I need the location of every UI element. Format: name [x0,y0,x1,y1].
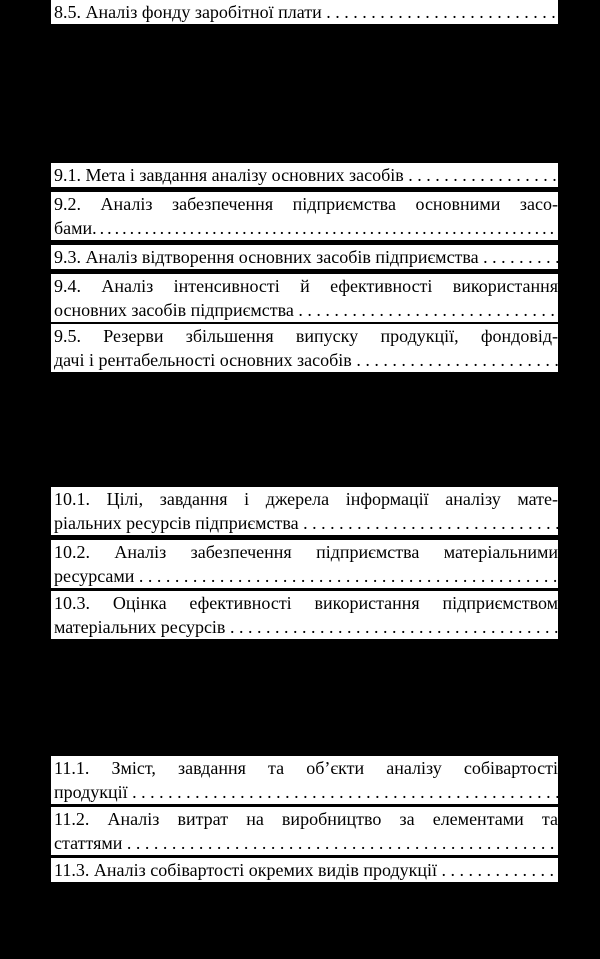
toc-entry-line: 10.2. Аналіз забезпечення підприємства матеріальними [54,542,558,562]
toc-entry-line: дачі і рентабельності основних засобів . . . [54,348,558,372]
toc-entry-line: 9.4. Аналіз інтенсивності й ефективності використання [54,276,558,296]
toc-entry-9-4 [51,274,558,322]
toc-entry-line: 11.1. Зміст, завдання та об’єкти аналізу собівартості [54,758,558,778]
toc-entry-8-5 [51,0,558,24]
toc-entry-line: бами ..... [54,216,558,240]
toc-entry-9-5 [51,324,558,372]
toc-entry-line: 8.5. Аналіз фонду заробітної плати . . . [54,0,558,24]
toc-entry-line: 10.3. Оцінка ефективності використання підприємством [54,593,558,613]
toc-entry-9-1 [51,163,558,187]
toc-entry-line: 10.1. Цілі, завдання і джерела інформації аналізу мате- [54,489,558,509]
toc-entry-line: ріальних ресурсів підприємства . . . [54,511,558,535]
toc-entry-9-3 [51,245,558,269]
toc-entry-line: статтями . . . [54,831,558,855]
toc-entry-11-3 [51,858,558,882]
toc-entry-line: 11.2. Аналіз витрат на виробництво за елементами та [54,809,558,829]
toc-entry-line: продукції . . . [54,780,558,804]
toc-entry-line: 11.3. Аналіз собівартості окремих видів продукції . . . [54,858,558,882]
toc-entry-line: 9.5. Резерви збільшення випуску продукції, фондовід- [54,326,558,346]
toc-entry-line: матеріальних ресурсів . . . [54,615,558,639]
toc-entry-11-1 [51,756,558,804]
toc-entry-9-2 [51,192,558,240]
toc-entry-10-1 [51,487,558,535]
toc-entry-line: 9.3. Аналіз відтворення основних засобів підприємства . . . [54,245,558,269]
toc-entry-line: основних засобів підприємства . . . [54,298,558,322]
toc-entry-11-2 [51,807,558,855]
toc-entry-line: 9.1. Мета і завдання аналізу основних засобів . . . [54,163,558,187]
toc-entry-10-3 [51,591,558,639]
toc-entry-line: ресурсами . . . [54,564,558,588]
toc-entry-10-2 [51,540,558,588]
toc-entry-line: 9.2. Аналіз забезпечення підприємства основними засо- [54,194,558,214]
